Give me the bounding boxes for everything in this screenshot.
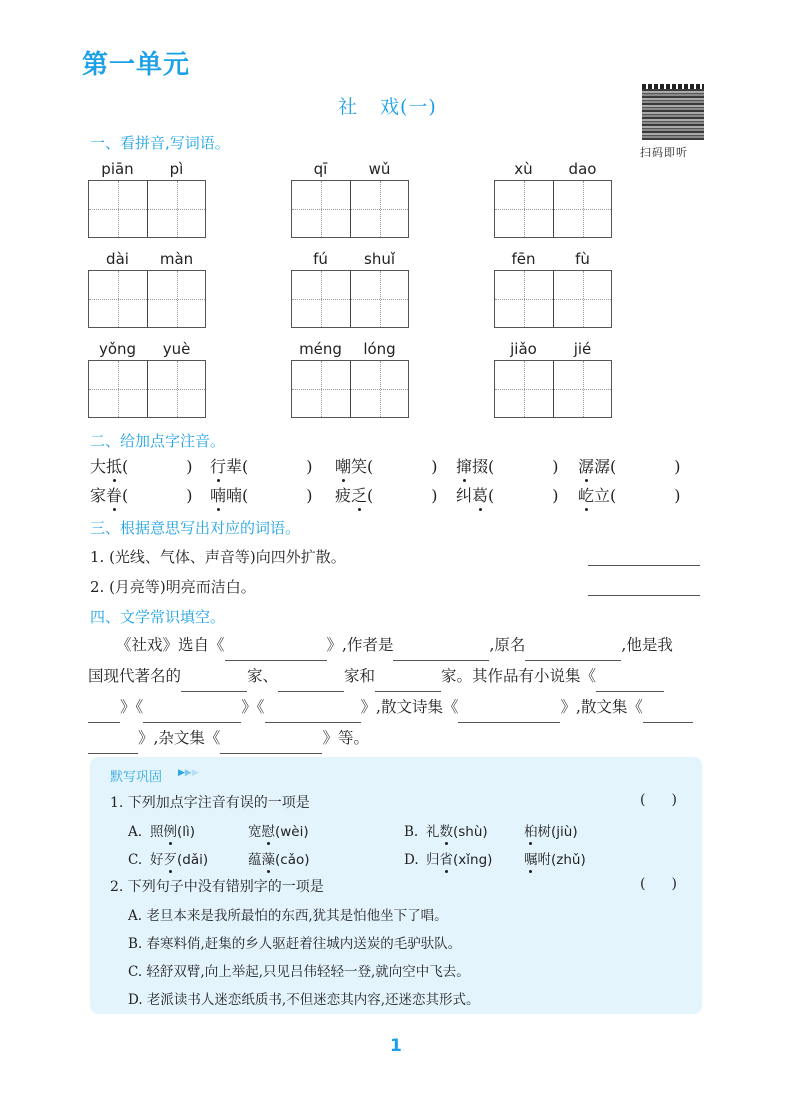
- text-fragment: 》,作者是: [326, 636, 394, 654]
- character: 省: [440, 848, 454, 868]
- blank-role-3[interactable]: [375, 675, 441, 692]
- paren-open: (: [242, 457, 249, 476]
- character: 树: [537, 824, 551, 840]
- writing-grid: [494, 180, 612, 238]
- character: 例: [164, 820, 178, 840]
- option-word-2: [248, 852, 310, 868]
- qr-label: 扫码即听: [640, 146, 688, 159]
- review-title: 默写巩固: [110, 770, 163, 785]
- option-label: C.: [128, 852, 143, 868]
- writing-cell[interactable]: [292, 361, 350, 417]
- pinyin-writing-group: [494, 250, 612, 328]
- pinyin-label: lóng: [363, 340, 396, 358]
- character: 嘱: [524, 848, 538, 868]
- pinyin: (xǐng): [453, 852, 493, 868]
- character: 归: [426, 852, 440, 868]
- character: 嘲: [335, 454, 351, 477]
- writing-cell[interactable]: [89, 361, 147, 417]
- character: 眷: [106, 483, 122, 506]
- pinyin-writing-group: [88, 250, 206, 328]
- blank-novel-1b[interactable]: [88, 706, 120, 723]
- qr-code-border: [642, 84, 704, 89]
- pinyin-label: yǒng: [98, 340, 137, 358]
- paren-close: ): [431, 457, 438, 476]
- pinyin-label: wǔ: [368, 160, 391, 178]
- pinyin-writing-group: [88, 340, 206, 418]
- pinyin-label: dao: [568, 160, 597, 178]
- paren-open: (: [640, 876, 646, 892]
- option-label: A.: [128, 824, 143, 840]
- annotation-item: [335, 454, 438, 477]
- paren-close: ): [306, 457, 313, 476]
- character: 喃: [226, 486, 243, 505]
- pinyin: (dǎi): [177, 852, 209, 868]
- character: 屹: [578, 483, 594, 506]
- definition-item-1: 1. (光线、气体、声音等)向四外扩散。: [90, 548, 346, 566]
- pinyin-label: yuè: [162, 340, 191, 358]
- option-label: D.: [404, 852, 419, 868]
- blank-essays-a[interactable]: [643, 706, 693, 723]
- pinyin-label: fú: [313, 250, 328, 268]
- writing-cell[interactable]: [495, 181, 553, 237]
- option-word-1: [150, 820, 248, 840]
- blank-source[interactable]: [225, 644, 327, 661]
- pinyin-writing-group: [291, 250, 409, 328]
- text-fragment: 》,散文集《: [560, 698, 643, 716]
- writing-grid: [494, 360, 612, 418]
- pinyin-label: shuǐ: [364, 250, 395, 268]
- writing-grid: [291, 360, 409, 418]
- writing-cell[interactable]: [292, 271, 350, 327]
- text-fragment: 》,散文诗集《: [360, 698, 459, 716]
- pinyin-writing-group: [291, 340, 409, 418]
- paren-close: ): [674, 457, 681, 476]
- pinyin-label: fēn: [511, 250, 536, 268]
- character: 乏: [351, 483, 367, 506]
- blank-essays-b[interactable]: [88, 737, 138, 754]
- pinyin-label: màn: [159, 250, 194, 268]
- pinyin-label: fù: [575, 250, 590, 268]
- pinyin-label: xù: [514, 160, 533, 178]
- paren-open: (: [610, 486, 617, 505]
- annotation-item: [210, 483, 313, 506]
- pinyin: (cǎo): [275, 852, 310, 868]
- blank-original-name[interactable]: [525, 644, 621, 661]
- pinyin-writing-group: [291, 160, 409, 238]
- question-2-answer[interactable]: [640, 876, 677, 892]
- writing-cell[interactable]: [89, 181, 147, 237]
- text-fragment: 》《: [120, 698, 144, 716]
- writing-grid: [291, 270, 409, 328]
- character: 笑: [351, 457, 368, 476]
- option-label: B.: [404, 824, 419, 840]
- question-2-option-b[interactable]: B. 春寒料俏,赶集的乡人驱赶着往城内送炭的毛驴驮队。: [128, 936, 462, 952]
- character: 蕴: [248, 852, 262, 868]
- annotation-item: [578, 483, 681, 506]
- pinyin-label: jié: [573, 340, 592, 358]
- writing-cell[interactable]: [147, 271, 205, 327]
- writing-cell[interactable]: [553, 271, 611, 327]
- writing-cell[interactable]: [350, 361, 408, 417]
- writing-cell[interactable]: [495, 271, 553, 327]
- text-fragment: 》,杂文集《: [138, 729, 221, 747]
- writing-cell[interactable]: [89, 271, 147, 327]
- paren-close: ): [552, 457, 559, 476]
- option-word-1: [426, 820, 524, 840]
- pinyin: (zhǔ): [551, 852, 586, 868]
- pinyin-writing-group: [494, 160, 612, 238]
- paren-open: (: [610, 457, 617, 476]
- question-1-option[interactable]: [128, 820, 309, 840]
- option-word-1: [150, 848, 248, 868]
- answer-blank-1[interactable]: [588, 549, 700, 566]
- writing-grid: [494, 270, 612, 328]
- blank-prose-poem[interactable]: [458, 706, 560, 723]
- annotation-item: [335, 483, 438, 506]
- pinyin-label: jiǎo: [510, 340, 537, 358]
- annotation-item: [90, 483, 193, 506]
- paren-close: ): [674, 486, 681, 505]
- writing-cell[interactable]: [553, 181, 611, 237]
- paren-open: (: [488, 486, 495, 505]
- pinyin: (wèi): [275, 824, 309, 840]
- qr-code-icon[interactable]: [642, 84, 704, 140]
- character: 大: [90, 457, 107, 476]
- arrows-icon: ▶▶▶: [178, 768, 199, 778]
- unit-title: 第一单元: [82, 50, 191, 80]
- character: 数: [440, 820, 454, 840]
- blank-role-2[interactable]: [278, 675, 344, 692]
- question-1-option[interactable]: [128, 848, 310, 868]
- text-fragment: 家和: [344, 667, 376, 685]
- pinyin-label: qī: [313, 160, 328, 178]
- section3-title: 三、根据意思写出对应的词语。: [90, 519, 301, 537]
- text-fragment: 》等。: [322, 729, 369, 747]
- character: 立: [594, 486, 611, 505]
- question-1-option[interactable]: [404, 848, 586, 868]
- text-fragment: 国现代著名的: [88, 667, 182, 685]
- paren-close: ): [306, 486, 313, 505]
- page-number: 1: [390, 1036, 402, 1056]
- character: 好: [150, 852, 164, 868]
- annotation-item: [90, 454, 193, 477]
- paren-open: (: [122, 486, 129, 505]
- paren-open: (: [122, 457, 129, 476]
- option-word-2: [524, 824, 578, 840]
- writing-cell[interactable]: [553, 361, 611, 417]
- writing-cell[interactable]: [147, 181, 205, 237]
- blank-zawen[interactable]: [220, 737, 322, 754]
- section4-title: 四、文学常识填空。: [90, 608, 226, 626]
- writing-grid: [88, 270, 206, 328]
- pinyin-label: piān: [101, 160, 134, 178]
- pinyin-label: pì: [169, 160, 184, 178]
- character: 桕: [524, 820, 538, 840]
- paren-open: (: [367, 486, 374, 505]
- paren-close: ): [671, 876, 677, 892]
- character: 慰: [262, 820, 276, 840]
- question-1-option[interactable]: [404, 820, 578, 840]
- paren-close: ): [186, 486, 193, 505]
- text-fragment: 》《: [241, 698, 265, 716]
- text-fragment: ,原名: [489, 636, 526, 654]
- character: 歹: [164, 848, 178, 868]
- pinyin-writing-group: [494, 340, 612, 418]
- paren-open: (: [367, 457, 374, 476]
- blank-author[interactable]: [393, 644, 489, 661]
- paren-close: ): [671, 792, 677, 808]
- character: 行: [210, 454, 226, 477]
- question-2-option-d[interactable]: D. 老派读书人迷恋纸质书,不但迷恋其内容,还迷恋其形式。: [128, 992, 480, 1008]
- character: 潺: [594, 457, 611, 476]
- pinyin: (lì): [177, 824, 196, 840]
- character: 藻: [262, 848, 276, 868]
- pinyin: (shù): [453, 824, 488, 840]
- annotation-item: [578, 454, 681, 477]
- text-fragment: 《社戏》选自《: [116, 636, 225, 654]
- blank-novel-3[interactable]: [265, 706, 361, 723]
- writing-cell[interactable]: [147, 361, 205, 417]
- option-word-2: [524, 852, 586, 868]
- character: 纠: [456, 486, 473, 505]
- definition-item-2: 2. (月亮等)明亮而洁白。: [90, 578, 256, 596]
- annotation-item: [210, 454, 313, 477]
- paren-open: (: [242, 486, 249, 505]
- character: 礼: [426, 824, 440, 840]
- blank-novel-1a[interactable]: [596, 675, 664, 692]
- question-2-stem: 2. 下列句子中没有错别字的一项是: [110, 879, 324, 895]
- paren-open: (: [488, 457, 495, 476]
- option-word-1: [426, 848, 524, 868]
- character: 潺: [578, 454, 594, 477]
- character: 宽: [248, 824, 262, 840]
- character: 咐: [537, 852, 551, 868]
- text-fragment: 家。其作品有小说集《: [441, 667, 597, 685]
- character: 葛: [472, 483, 488, 506]
- character: 撺: [456, 454, 472, 477]
- question-2-option-c[interactable]: C. 轻舒双臂,向上举起,只见吕伟轻轻一登,就向空中飞去。: [128, 964, 470, 980]
- character: 掇: [472, 457, 489, 476]
- question-1-stem: 1. 下列加点字注音有误的一项是: [110, 795, 310, 811]
- character: 照: [150, 824, 164, 840]
- annotation-item: [456, 483, 559, 506]
- writing-cell[interactable]: [350, 271, 408, 327]
- writing-grid: [88, 180, 206, 238]
- text-fragment: ,他是我: [621, 636, 673, 654]
- section1-title: 一、看拼音,写词语。: [90, 134, 230, 152]
- character: 疲: [335, 486, 352, 505]
- pinyin: (jiù): [551, 824, 578, 840]
- pinyin-label: dài: [106, 250, 129, 268]
- writing-cell[interactable]: [495, 361, 553, 417]
- blank-novel-2[interactable]: [143, 706, 241, 723]
- paren-close: ): [186, 457, 193, 476]
- lesson-title-part2: 戏(一): [380, 96, 437, 118]
- lesson-title: [338, 92, 437, 119]
- writing-cell[interactable]: [292, 181, 350, 237]
- option-word-2: [248, 824, 309, 840]
- character: 抵: [106, 454, 122, 477]
- question-1-answer[interactable]: [640, 792, 677, 808]
- paren-open: (: [640, 792, 646, 808]
- paren-close: ): [552, 486, 559, 505]
- question-2-option-a[interactable]: A. 老旦本来是我所最怕的东西,犹其是怕他坐下了唱。: [128, 908, 448, 924]
- blank-role-1[interactable]: [181, 675, 247, 692]
- lesson-title-part1: 社: [338, 96, 359, 118]
- writing-grid: [88, 360, 206, 418]
- literature-fill-paragraph: [88, 630, 706, 754]
- writing-grid: [291, 180, 409, 238]
- pinyin-writing-group: [88, 160, 206, 238]
- character: 辈: [226, 457, 243, 476]
- section2-title: 二、给加点字注音。: [90, 432, 226, 450]
- pinyin-label: méng: [299, 340, 342, 358]
- character: 喃: [210, 483, 226, 506]
- paren-close: ): [431, 486, 438, 505]
- text-fragment: 家、: [247, 667, 279, 685]
- character: 家: [90, 486, 107, 505]
- answer-blank-2[interactable]: [588, 579, 700, 596]
- annotation-item: [456, 454, 559, 477]
- writing-cell[interactable]: [350, 181, 408, 237]
